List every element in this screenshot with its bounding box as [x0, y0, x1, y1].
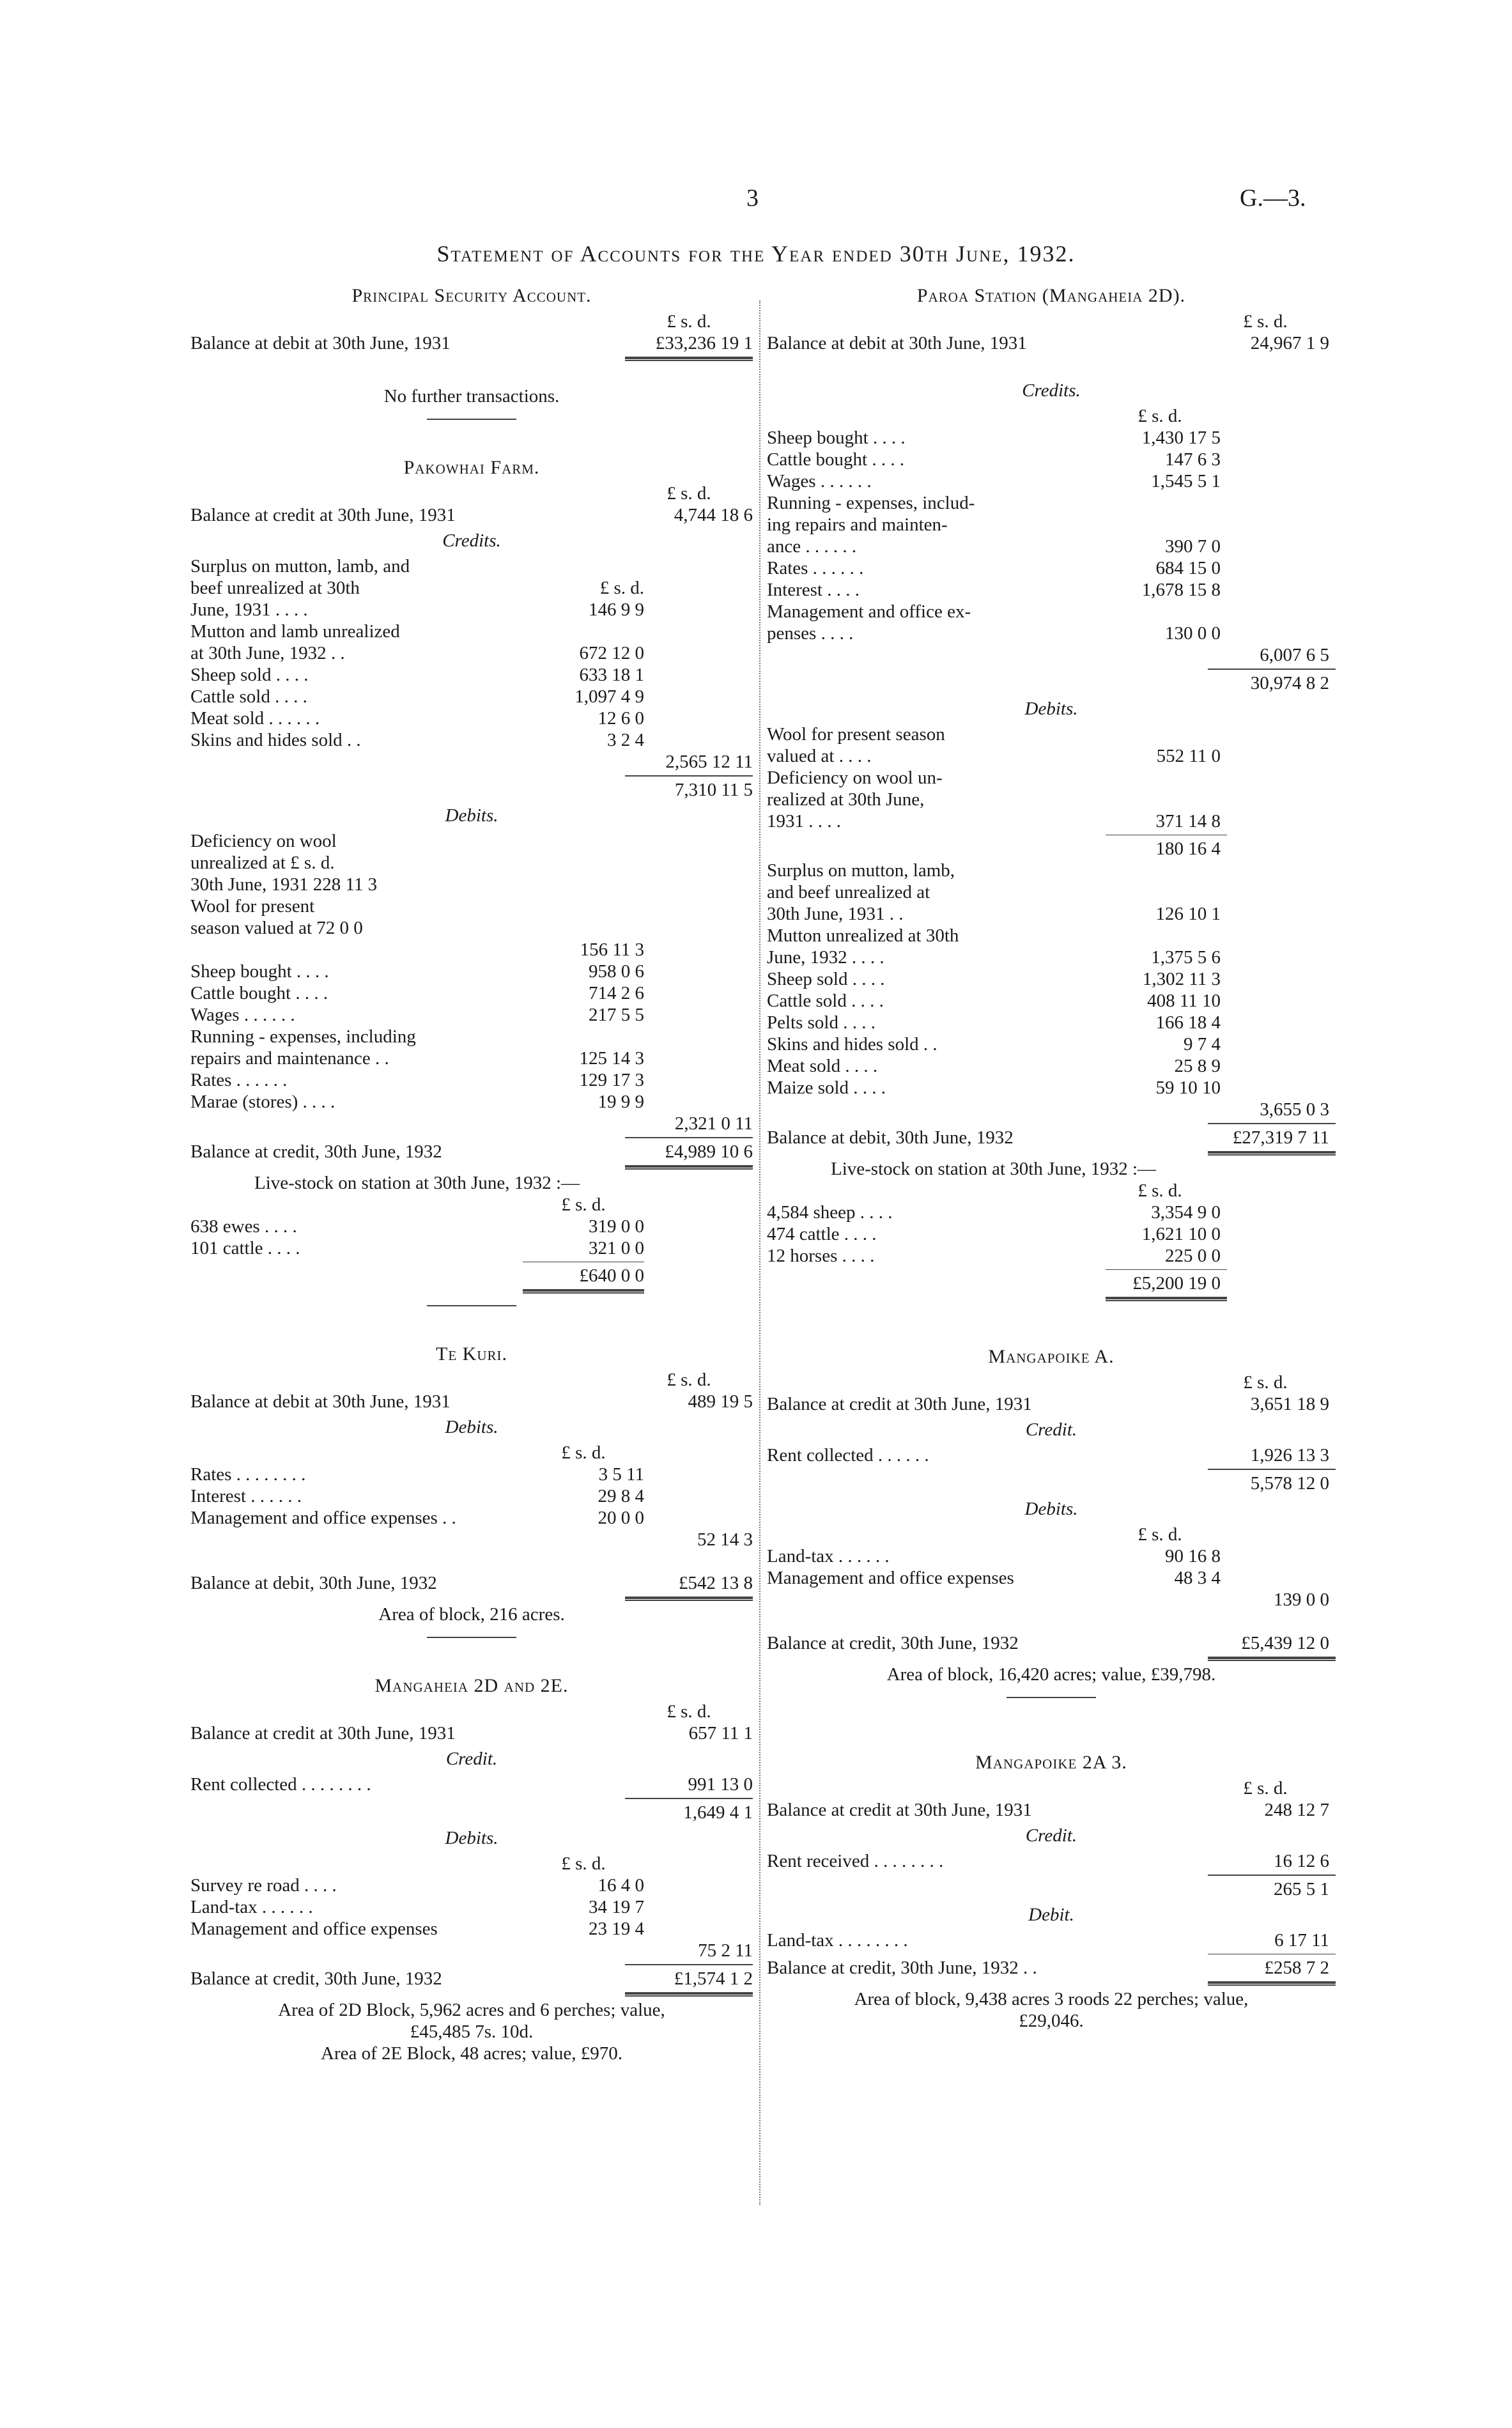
ledger-row	[767, 1055, 1336, 1077]
ledger-row-label: penses . . . .	[767, 623, 854, 644]
ledger-row-label: Management and office ex-	[767, 601, 971, 622]
ledger-row-value: 714 2 6	[589, 983, 644, 1003]
ledger-row-value: 225 0 0	[1165, 1246, 1221, 1266]
closing-balance-value: £1,574 1 2	[674, 1968, 753, 1989]
ledger-row-label: Wool for present	[190, 896, 315, 916]
note: No further transactions.	[383, 386, 560, 406]
section-heading: Mangapoike A.	[988, 1346, 1115, 1367]
column-divider	[759, 300, 760, 2205]
debit-columns: £ s. d.	[561, 1853, 606, 1874]
ledger-row	[767, 745, 1336, 767]
ledger-row-label: Management and office expenses	[190, 1919, 438, 1939]
ledger-row	[767, 622, 1336, 644]
ledger-row-value: 3,354 9 0	[1151, 1202, 1221, 1223]
area-note-1: Area of 2D Block, 5,962 acres and 6 perches; value,	[278, 2000, 665, 2020]
ledger-row-label: beef unrealized at 30th	[190, 578, 360, 598]
ledger-row-label: 638 ewes . . . .	[190, 1216, 297, 1237]
left-column	[190, 281, 753, 2064]
ledger-row-label: 474 cattle . . . .	[767, 1224, 877, 1244]
ledger-row-value: 1,302 11 3	[1142, 969, 1221, 989]
ledger-row	[190, 939, 753, 961]
debits-total: 2,321 0 11	[674, 1113, 753, 1134]
ledger-row	[190, 1896, 753, 1918]
divider	[427, 1305, 516, 1306]
ledger-row	[767, 1033, 1336, 1055]
ledger-row	[767, 1245, 1336, 1267]
livestock-heading: Live-stock on station at 30th June, 1932 :—	[254, 1173, 580, 1193]
credit-value: 16 12 6	[1274, 1851, 1329, 1871]
ledger-row	[767, 449, 1336, 470]
area-note: Area of block, 16,420 acres; value, £39,798.	[886, 1664, 1216, 1685]
livestock-total: £5,200 19 0	[1132, 1273, 1221, 1294]
ledger-row-label: unrealized at £ s. d.	[190, 853, 335, 873]
section-heading: Paroa Station (Mangaheia 2D).	[916, 285, 1186, 306]
debits-heading: Debits.	[445, 1417, 498, 1437]
ledger-row-label: at 30th June, 1932 . .	[190, 643, 345, 663]
debits-heading: Debits.	[445, 805, 498, 826]
ledger-row	[767, 557, 1336, 579]
ledger-row	[190, 1216, 753, 1237]
ledger-row-label: 101 cattle . . . .	[190, 1238, 300, 1258]
ledger-row-label: Mutton unrealized at 30th	[767, 925, 959, 946]
ledger-row-label: Sheep sold . . . .	[767, 969, 885, 989]
section-heading: Mangapoike 2A 3.	[975, 1752, 1127, 1773]
ledger-row-label: Survey re road . . . .	[190, 1875, 337, 1896]
ledger-row-label: and beef unrealized at	[767, 882, 930, 902]
ledger-row	[767, 723, 1336, 745]
credit-label: Rent collected . . . . . . . .	[190, 1774, 371, 1795]
balance-value: 489 19 5	[688, 1391, 753, 1412]
debit-value: 6 17 11	[1274, 1930, 1329, 1951]
ledger-row-label: ing repairs and mainten-	[767, 514, 948, 535]
page-title: Statement of Accounts for the Year ended 30th June, 1932.	[436, 241, 1076, 267]
ledger-row-label: Meat sold . . . . . .	[190, 708, 320, 729]
section-heading: Mangaheia 2D and 2E.	[374, 1675, 569, 1696]
ledger-row	[190, 1069, 753, 1091]
ledger-row-label: season valued at 72 0 0	[190, 918, 363, 938]
ledger-row	[190, 686, 753, 708]
ledger-row	[767, 947, 1336, 968]
credits-total: 2,565 12 11	[665, 752, 753, 772]
ledger-row-value: 34 19 7	[589, 1897, 644, 1917]
ledger-row-label: Running - expenses, includ-	[767, 493, 975, 513]
ledger-row	[190, 1507, 753, 1529]
balance-label: Balance at credit at 30th June, 1931	[190, 1723, 456, 1744]
pakowhai-farm	[190, 457, 753, 1306]
principal-security-account	[190, 285, 753, 420]
ledger-row	[767, 903, 1336, 925]
ledger-row-value: 59 10 10	[1155, 1078, 1221, 1098]
ledger-row-value: 48 3 4	[1174, 1568, 1221, 1588]
ledger-row-value: 371 14 8	[1155, 811, 1221, 831]
credits-heading: Credits.	[442, 530, 501, 551]
ledger-row-value: 1,430 17 5	[1141, 428, 1221, 448]
column-headers: £ s. d.	[1243, 1778, 1288, 1798]
balance-value: 3,651 18 9	[1250, 1394, 1329, 1414]
ledger-row-label: 30th June, 1931 . .	[767, 904, 904, 924]
ledger-row-value: 12 6 0	[598, 708, 644, 729]
ledger-row-label: Surplus on mutton, lamb, and	[190, 556, 410, 576]
credit-value: 1,926 13 3	[1250, 1445, 1329, 1465]
ledger-row-label: Wool for present season	[767, 724, 945, 745]
ledger-row-value: 958 0 6	[589, 961, 644, 982]
credit-value: 991 13 0	[688, 1774, 753, 1795]
ledger-row-value: 1,097 4 9	[575, 686, 644, 707]
ledger-row-value: 125 14 3	[579, 1048, 644, 1069]
page-number: 3	[746, 185, 759, 212]
ledger-row	[767, 860, 1336, 881]
debits-subtotal: 180 16 4	[1155, 839, 1221, 859]
column-headers: £ s. d.	[667, 311, 711, 332]
right-column	[767, 281, 1336, 2032]
ledger-row-value: 166 18 4	[1155, 1012, 1221, 1033]
ledger-row-label: Sheep bought . . . .	[190, 961, 329, 982]
ledger-row	[767, 514, 1336, 536]
credit-label: Rent collected . . . . . .	[767, 1445, 929, 1465]
ledger-row-label: 30th June, 1931 228 11 3	[190, 874, 378, 895]
credit-heading: Credit.	[445, 1749, 498, 1769]
closing-balance-label: Balance at credit, 30th June, 1932	[190, 1141, 442, 1162]
livestock-heading: Live-stock on station at 30th June, 1932 :—	[831, 1159, 1157, 1179]
balance-value: 24,967 1 9	[1250, 333, 1329, 353]
closing-balance-label: Balance at debit, 30th June, 1932	[767, 1127, 1014, 1148]
ledger-row-label: Maize sold . . . .	[767, 1078, 886, 1098]
ledger-row-value: 147 6 3	[1165, 449, 1221, 470]
debits-total: 52 14 3	[697, 1529, 753, 1550]
ledger-row-value: 672 12 0	[579, 643, 644, 663]
page-reference: G.—3.	[1240, 185, 1306, 212]
ledger-row	[190, 664, 753, 686]
debit-heading: Debit.	[1028, 1905, 1074, 1925]
ledger-row	[190, 708, 753, 729]
ledger-row	[190, 1485, 753, 1507]
ledger-row-value: 20 0 0	[598, 1508, 644, 1528]
closing-balance-value: £5,439 12 0	[1241, 1633, 1329, 1653]
ledger-row	[190, 852, 753, 874]
ledger-row-value: 1,375 5 6	[1151, 947, 1221, 968]
ledger-row-label: June, 1932 . . . .	[767, 947, 884, 968]
ledger-row-label: Rates . . . . . .	[767, 558, 864, 578]
livestock-total: £640 0 0	[579, 1265, 644, 1286]
ledger-row-label: Running - expenses, including	[190, 1026, 416, 1047]
ledger-row	[767, 492, 1336, 514]
ledger-row-label: ance . . . . . .	[767, 536, 857, 557]
ledger-row-value: 1,678 15 8	[1141, 580, 1221, 600]
ledger-row	[190, 982, 753, 1004]
balance-value: 248 12 7	[1264, 1800, 1329, 1820]
ledger-row	[190, 1004, 753, 1026]
subtotal: 5,578 12 0	[1250, 1473, 1329, 1494]
ledger-row-value: £ s. d.	[599, 578, 644, 598]
ledger-row	[767, 427, 1336, 449]
area-note: Area of block, 216 acres.	[378, 1604, 565, 1625]
ledger-row-label: Mutton and lamb unrealized	[190, 621, 400, 642]
credits-total: 6,007 6 5	[1260, 645, 1329, 665]
divider	[427, 419, 516, 420]
ledger-row-value: 130 0 0	[1165, 623, 1221, 644]
closing-balance-value: £542 13 8	[679, 1573, 753, 1593]
ledger-row-label: Sheep sold . . . .	[190, 665, 309, 685]
ledger-row	[190, 1918, 753, 1940]
section-heading: Pakowhai Farm.	[403, 457, 540, 478]
ledger-row-label: Wages . . . . . .	[767, 471, 872, 491]
balance-label: Balance at credit at 30th June, 1931	[767, 1394, 1032, 1414]
area-note-2: £29,046.	[1019, 2011, 1084, 2031]
ledger-row-value: 25 8 9	[1174, 1056, 1221, 1076]
ledger-row-label: Skins and hides sold . .	[190, 730, 361, 750]
ledger-row-label: Cattle sold . . . .	[767, 991, 884, 1011]
balance-label: Balance at credit at 30th June, 1931	[767, 1800, 1032, 1820]
divider	[1007, 1697, 1096, 1698]
balance-value: £33,236 19 1	[655, 333, 753, 353]
column-headers: £ s. d.	[667, 483, 711, 504]
credit-columns: £ s. d.	[1138, 406, 1182, 426]
ledger-row-label: June, 1931 . . . .	[190, 599, 308, 620]
ledger-row	[767, 1545, 1336, 1567]
subtotal: 265 5 1	[1274, 1879, 1329, 1899]
ledger-row	[767, 810, 1336, 832]
ledger-row-label: Deficiency on wool un-	[767, 768, 943, 788]
ledger-row-label: Interest . . . .	[767, 580, 860, 600]
closing-balance-value: £4,989 10 6	[665, 1141, 753, 1162]
ledger-row	[767, 881, 1336, 903]
ledger-row-label: Marae (stores) . . . .	[190, 1092, 336, 1112]
ledger-row	[190, 1048, 753, 1069]
ledger-row	[767, 1567, 1336, 1589]
ledger-row	[767, 1202, 1336, 1223]
balance-label: Balance at debit at 30th June, 1931	[190, 333, 451, 353]
ledger-row-value: 3 5 11	[598, 1464, 644, 1485]
ledger-row	[190, 1875, 753, 1896]
ledger-row-label: 12 horses . . . .	[767, 1246, 875, 1266]
debit-columns: £ s. d.	[561, 1442, 606, 1463]
ledger-row	[767, 767, 1336, 789]
divider	[427, 1637, 516, 1638]
ledger-row	[190, 917, 753, 939]
ledger-row-label: Rates . . . . . . . .	[190, 1464, 306, 1485]
ledger-row-label: Deficiency on wool	[190, 831, 337, 851]
section-heading: Principal Security Account.	[351, 285, 592, 306]
ledger-row-value: 1,621 10 0	[1141, 1224, 1221, 1244]
ledger-row	[190, 599, 753, 621]
ledger-row-label: realized at 30th June,	[767, 789, 925, 810]
ledger-row	[190, 830, 753, 852]
column-headers: £ s. d.	[667, 1370, 711, 1390]
debits-heading: Debits.	[1024, 1499, 1078, 1519]
ledger-row-value: 3 2 4	[607, 730, 644, 750]
ledger-row	[190, 1464, 753, 1485]
ledger-row-value: 156 11 3	[580, 939, 644, 960]
ledger-row	[190, 555, 753, 577]
te-kuri	[190, 1343, 753, 1638]
closing-balance-label: Balance at credit, 30th June, 1932 . .	[767, 1958, 1037, 1978]
ledger-row	[767, 1077, 1336, 1099]
ledger-row-value: 90 16 8	[1165, 1546, 1221, 1566]
ledger-row-label: Land-tax . . . . . .	[767, 1546, 890, 1566]
ledger-row-value: 217 5 5	[589, 1005, 644, 1025]
closing-balance-label: Balance at debit, 30th June, 1932	[190, 1573, 437, 1593]
ledger-row-label: Sheep bought . . . .	[767, 428, 906, 448]
credit-heading: Credit.	[1025, 1825, 1077, 1846]
ledger-row-label: Meat sold . . . .	[767, 1056, 878, 1076]
ledger-row-label: Interest . . . . . .	[190, 1486, 302, 1506]
ledger-row-label: repairs and maintenance . .	[190, 1048, 389, 1069]
ledger-row	[190, 621, 753, 642]
debit-label: Land-tax . . . . . . . .	[767, 1930, 908, 1951]
column-headers: £ s. d.	[1243, 311, 1288, 332]
ledger-row	[767, 990, 1336, 1012]
ledger-row	[190, 642, 753, 664]
ledger-row-value: 1,545 5 1	[1151, 471, 1221, 491]
column-headers: £ s. d.	[667, 1701, 711, 1722]
debits-total: 75 2 11	[698, 1940, 753, 1961]
debit-columns: £ s. d.	[1138, 1524, 1182, 1545]
ledger-row-label: Rates . . . . . .	[190, 1070, 288, 1090]
ledger-row-value: 129 17 3	[579, 1070, 644, 1090]
livestock-columns: £ s. d.	[1138, 1180, 1182, 1201]
ledger-row-label: 4,584 sheep . . . .	[767, 1202, 893, 1223]
ledger-row	[190, 895, 753, 917]
ledger-row	[190, 1237, 753, 1259]
debits-total: 139 0 0	[1274, 1589, 1329, 1610]
ledger-row-value: 319 0 0	[589, 1216, 644, 1237]
subtotal: 1,649 4 1	[683, 1802, 753, 1823]
ledger-row	[767, 470, 1336, 492]
ledger-row-label: Wages . . . . . .	[190, 1005, 295, 1025]
subtotal: 7,310 11 5	[674, 780, 753, 800]
ledger-row	[767, 925, 1336, 947]
balance-value: 657 11 1	[688, 1723, 753, 1744]
paroa-station	[767, 285, 1336, 1301]
subtotal: 30,974 8 2	[1250, 673, 1329, 693]
ledger-row-value: 321 0 0	[589, 1238, 644, 1258]
area-note-2: £45,485 7s. 10d.	[410, 2022, 534, 2042]
credit-label: Rent received . . . . . . . .	[767, 1851, 944, 1871]
ledger-row-value: 684 15 0	[1155, 558, 1221, 578]
mangaheia-2d-2e	[190, 1675, 753, 2064]
area-note-3: Area of 2E Block, 48 acres; value, £970.	[321, 2043, 622, 2064]
closing-balance-value: £258 7 2	[1264, 1958, 1329, 1978]
balance-label: Balance at debit at 30th June, 1931	[767, 333, 1027, 353]
balance-label: Balance at credit at 30th June, 1931	[190, 505, 456, 525]
ledger-row-label: valued at . . . .	[767, 746, 872, 766]
ledger-row-value: 408 11 10	[1147, 991, 1221, 1011]
ledger-row	[767, 789, 1336, 810]
closing-balance-value: £27,319 7 11	[1232, 1127, 1329, 1148]
debits-total: 3,655 0 3	[1260, 1099, 1329, 1120]
ledger-row	[190, 577, 753, 599]
ledger-row-label: 1931 . . . .	[767, 811, 841, 831]
ledger-row	[767, 1012, 1336, 1033]
ledger-row	[767, 536, 1336, 557]
debits-heading: Debits.	[445, 1828, 498, 1848]
debits-heading: Debits.	[1024, 699, 1078, 719]
ledger-row-value: 16 4 0	[598, 1875, 644, 1896]
ledger-row-label: Land-tax . . . . . .	[190, 1897, 313, 1917]
mangapoike-2a-3	[767, 1752, 1336, 2032]
ledger-row-label: Cattle bought . . . .	[767, 449, 905, 470]
section-heading: Te Kuri.	[436, 1343, 507, 1365]
ledger-row	[190, 729, 753, 751]
column-headers: £ s. d.	[1243, 1372, 1288, 1393]
mangapoike-a	[767, 1346, 1336, 1698]
ledger-row-label: Surplus on mutton, lamb,	[767, 860, 955, 881]
ledger-row-value: 390 7 0	[1165, 536, 1221, 557]
ledger-row-label: Management and office expenses . .	[190, 1508, 456, 1528]
closing-balance-label: Balance at credit, 30th June, 1932	[767, 1633, 1019, 1653]
ledger-row	[767, 601, 1336, 622]
ledger-row	[767, 968, 1336, 990]
ledger-row	[190, 961, 753, 982]
ledger-row	[767, 1223, 1336, 1245]
ledger-row-label: Skins and hides sold . .	[767, 1034, 937, 1055]
ledger-row-value: 29 8 4	[598, 1486, 644, 1506]
ledger-row-value: 126 10 1	[1155, 904, 1221, 924]
area-note-1: Area of block, 9,438 acres 3 roods 22 perches; value,	[854, 1989, 1249, 2009]
ledger-row-value: 633 18 1	[579, 665, 644, 685]
livestock-columns: £ s. d.	[561, 1195, 606, 1215]
closing-balance-label: Balance at credit, 30th June, 1932	[190, 1968, 442, 1989]
ledger-row-value: 9 7 4	[1184, 1034, 1221, 1055]
ledger-row-value: 23 19 4	[589, 1919, 644, 1939]
balance-value: 4,744 18 6	[674, 505, 753, 525]
ledger-row	[190, 1026, 753, 1048]
credit-heading: Credit.	[1025, 1419, 1077, 1440]
ledger-row-value: 19 9 9	[598, 1092, 644, 1112]
ledger-row	[190, 874, 753, 895]
ledger-row-label: Cattle bought . . . .	[190, 983, 328, 1003]
ledger-row-label: Management and office expenses	[767, 1568, 1014, 1588]
ledger-row-value: 146 9 9	[589, 599, 644, 620]
balance-label: Balance at debit at 30th June, 1931	[190, 1391, 451, 1412]
credits-heading: Credits.	[1022, 380, 1081, 401]
ledger-row	[190, 1091, 753, 1113]
ledger-row	[767, 579, 1336, 601]
ledger-row-label: Pelts sold . . . .	[767, 1012, 876, 1033]
ledger-row-label: Cattle sold . . . .	[190, 686, 307, 707]
ledger-row-value: 552 11 0	[1156, 746, 1221, 766]
